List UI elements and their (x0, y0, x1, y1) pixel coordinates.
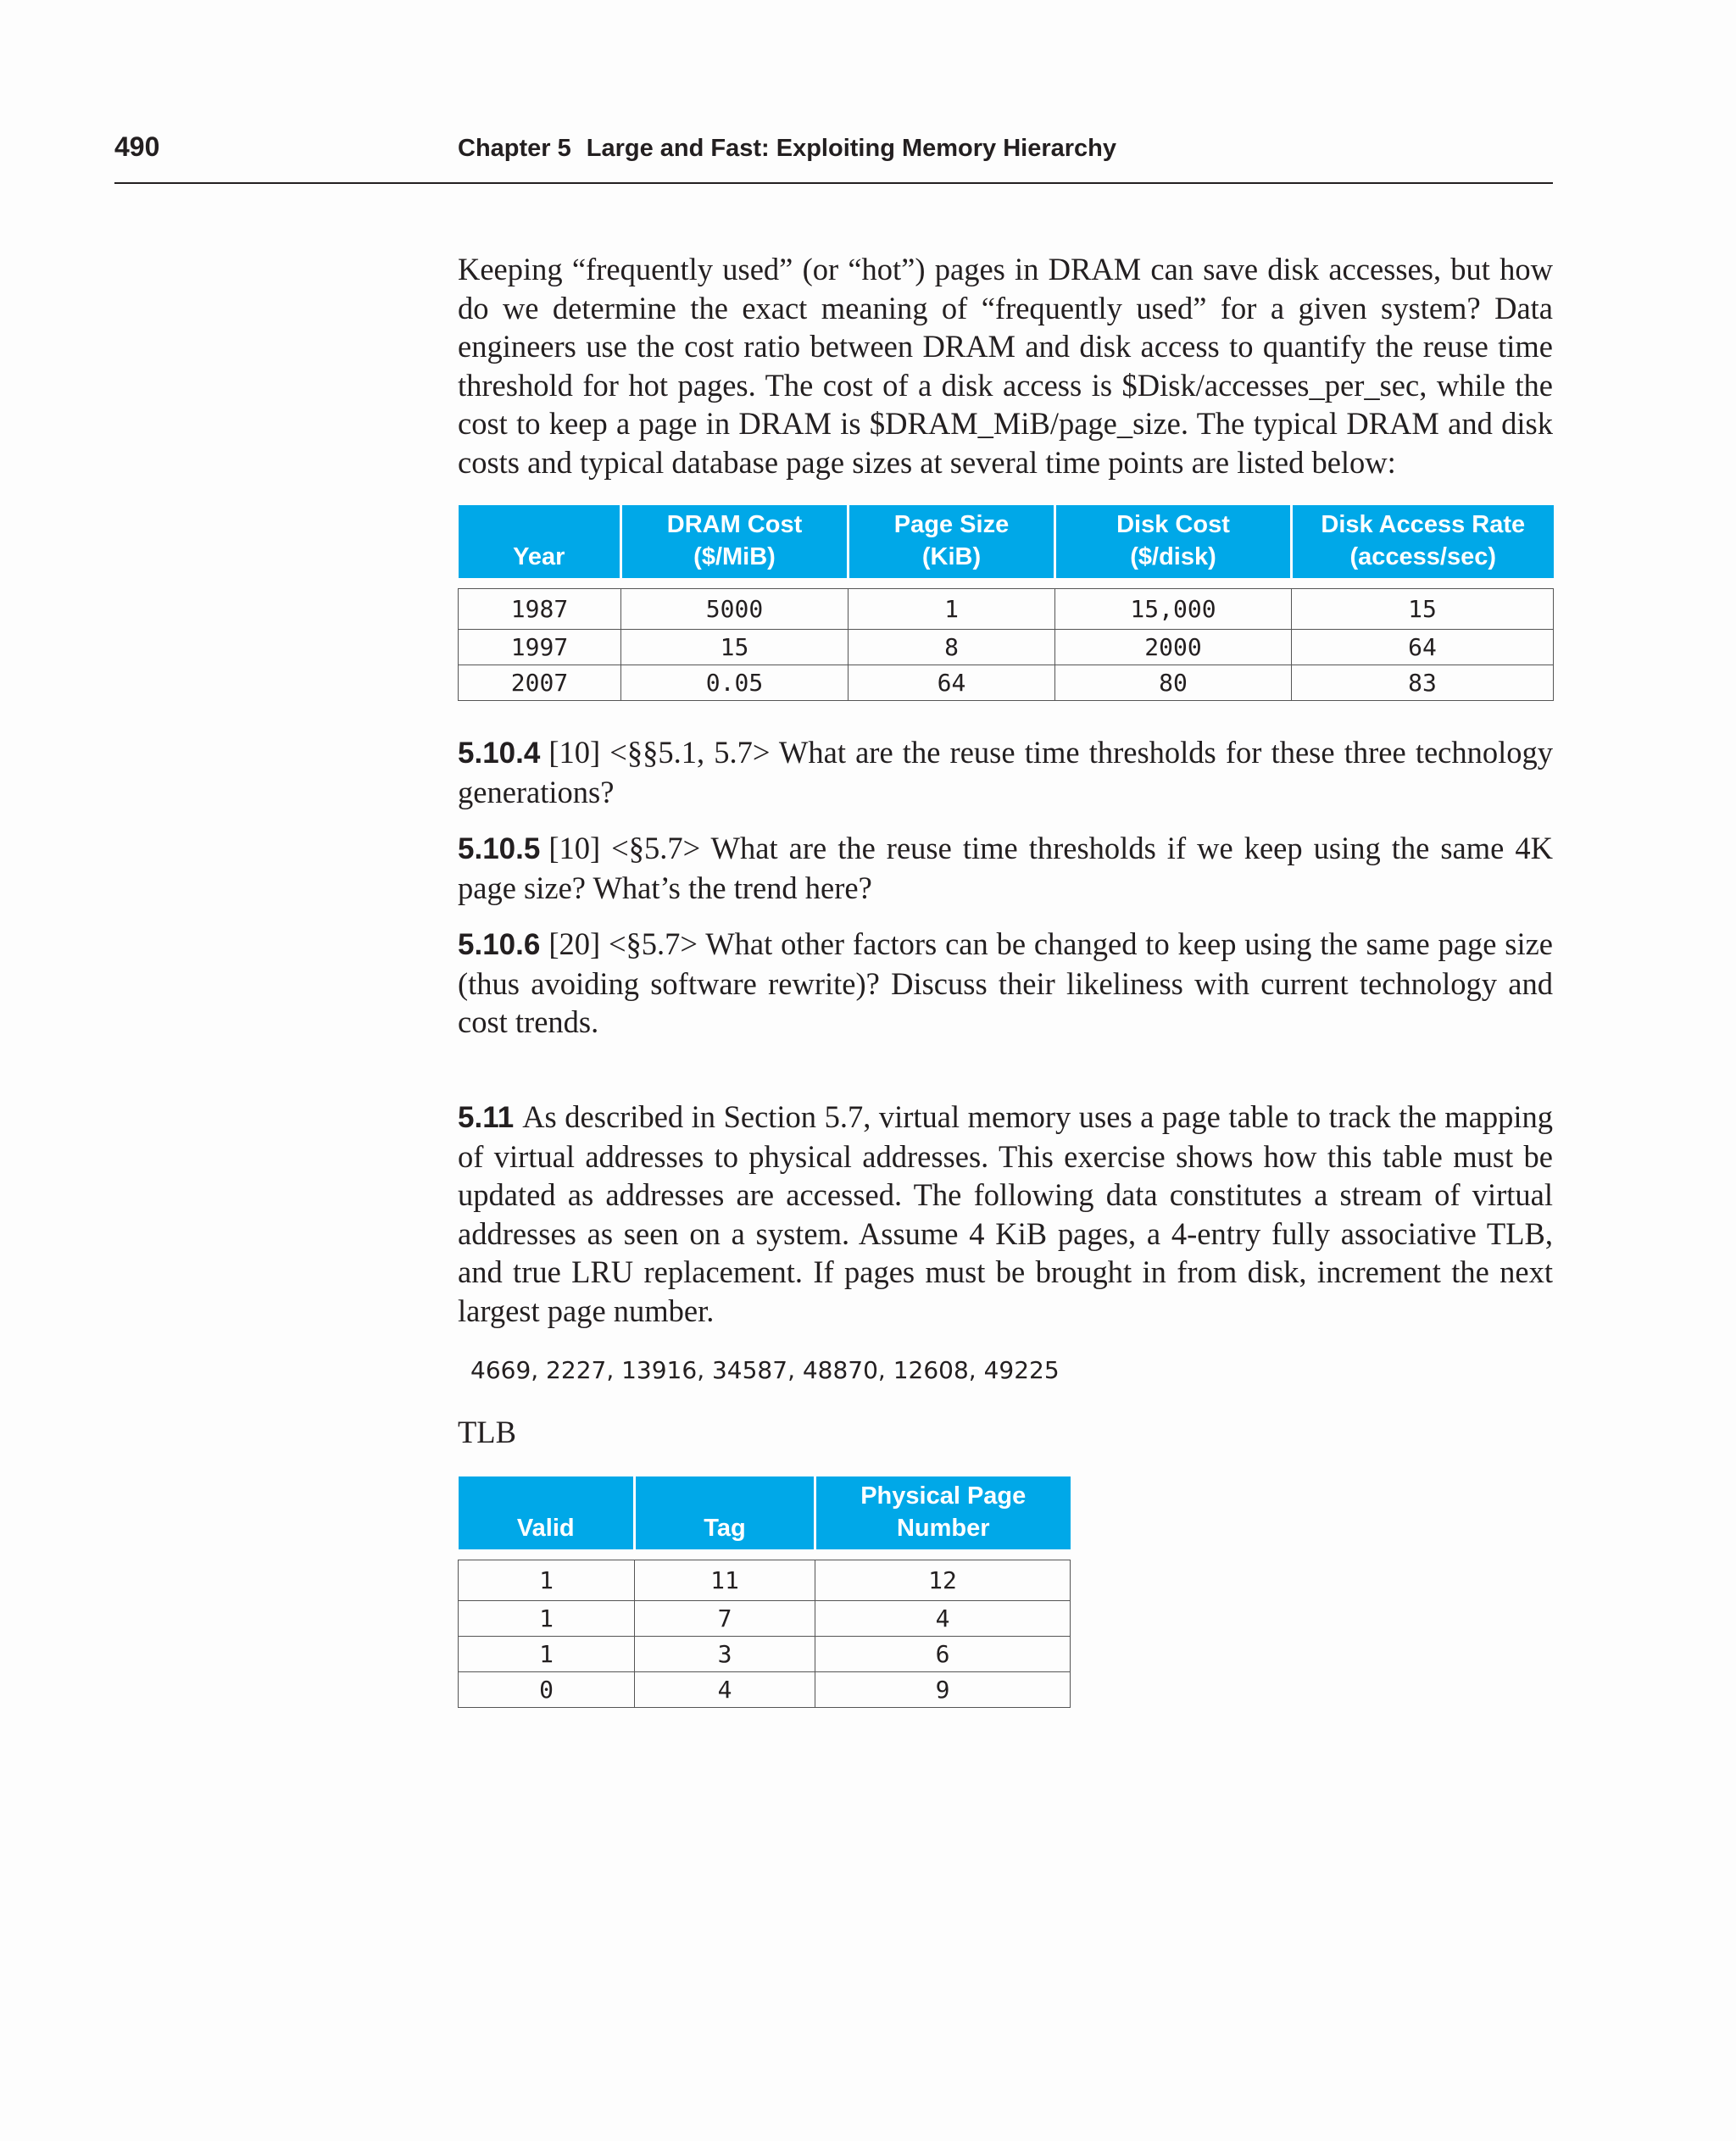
table-row (459, 630, 1554, 665)
header-page-size: Page Size (KiB) (849, 505, 1055, 578)
table-cell: 5000 (621, 589, 849, 630)
table-row (459, 1560, 1071, 1601)
table-cell: 12 (815, 1560, 1071, 1601)
table-row (459, 1637, 1071, 1672)
table-cell: 1 (459, 1637, 635, 1672)
exercise-number: 5.11 (458, 1101, 515, 1134)
exercise-number: 5.10.5 (458, 832, 541, 865)
table-cell: 0 (459, 1672, 635, 1708)
running-header (114, 130, 1553, 184)
chapter-heading (458, 135, 1132, 163)
table-row (459, 589, 1554, 630)
table-cell: 1 (459, 1560, 635, 1601)
header-tag: Tag (635, 1476, 815, 1549)
table-cell: 1997 (459, 630, 621, 665)
exercise-text: [20] <§5.7> What other factors can be changed to keep using the same page size (thus avoiding software rewrite)? Discuss their likeliness with current technology and cost trends. (458, 926, 1553, 1039)
table-row (459, 1601, 1071, 1637)
address-stream: 4669, 2227, 13916, 34587, 48870, 12608, 49225 (470, 1356, 1060, 1384)
table-cell: 4 (815, 1601, 1071, 1637)
page-number: 490 (114, 131, 160, 162)
table-cell: 11 (635, 1560, 815, 1601)
exercise-5-10-4 (458, 733, 1553, 811)
table-cell: 1987 (459, 589, 621, 630)
header-disk-cost: Disk Cost ($/disk) (1055, 505, 1292, 578)
exercise-number: 5.10.6 (458, 928, 541, 961)
table-cell: 4 (635, 1672, 815, 1708)
exercise-text: [10] <§§5.1, 5.7> What are the reuse time thresholds for these three technology generations? (458, 735, 1553, 809)
header-disk-access-rate: Disk Access Rate (access/sec) (1292, 505, 1554, 578)
intro-paragraph: Keeping “frequently used” (or “hot”) pages in DRAM can save disk accesses, but how do we determine the exact meaning of “frequently used” for a given system? Data engineers use the cost ratio between DRAM and disk access to quantify the reuse time threshold for hot pages. The cost of a disk access is $Disk/accesses_per_sec, while the cost to keep a page in DRAM is $DRAM_MiB/page_size. The typical DRAM and disk costs and typical database page sizes at several time points are listed below: (458, 252, 1553, 480)
table-cell: 15 (621, 630, 849, 665)
table-cell: 2000 (1055, 630, 1292, 665)
exercise-5-10-5 (458, 829, 1553, 907)
cost-table (458, 505, 1554, 701)
table-cell: 0.05 (621, 665, 849, 701)
table-row (459, 1672, 1071, 1708)
header-physical-page-number: Physical Page Number (815, 1476, 1071, 1549)
table-row (459, 665, 1554, 701)
table-cell: 83 (1292, 665, 1554, 701)
table-cell: 7 (635, 1601, 815, 1637)
header-year: Year (459, 505, 621, 578)
table-cell: 80 (1055, 665, 1292, 701)
table-cell: 9 (815, 1672, 1071, 1708)
table-cell: 6 (815, 1637, 1071, 1672)
table-cell: 64 (849, 665, 1055, 701)
chapter-title: Large and Fast: Exploiting Memory Hierarchy (586, 135, 1117, 162)
header-dram-cost: DRAM Cost ($/MiB) (621, 505, 849, 578)
table-cell: 64 (1292, 630, 1554, 665)
table-cell: 1 (459, 1601, 635, 1637)
table-cell: 3 (635, 1637, 815, 1672)
table-cell: 8 (849, 630, 1055, 665)
exercise-number: 5.10.4 (458, 737, 541, 770)
tlb-title: TLB (458, 1415, 516, 1449)
exercise-text: As described in Section 5.7, virtual memory uses a page table to track the mapping of virtual addresses to physical addresses. This exercise shows how this table must be updated as addresses are accessed. The following data constitutes a stream of virtual addresses as seen on a system. Assume 4 KiB pages, a 4-entry fully associative TLB, and true LRU replacement. If pages must be brought in from disk, increment the next largest page number. (458, 1099, 1553, 1328)
table-cell: 15,000 (1055, 589, 1292, 630)
exercise-5-11 (458, 1098, 1553, 1330)
table-cell: 15 (1292, 589, 1554, 630)
header-valid: Valid (459, 1476, 635, 1549)
exercise-text: [10] <§5.7> What are the reuse time thresholds if we keep using the same 4K page size? What’s the trend here? (458, 831, 1553, 905)
table-cell: 2007 (459, 665, 621, 701)
chapter-label: Chapter 5 (458, 135, 571, 162)
exercise-5-10-6 (458, 925, 1553, 1042)
tlb-table (458, 1476, 1071, 1708)
table-cell: 1 (849, 589, 1055, 630)
